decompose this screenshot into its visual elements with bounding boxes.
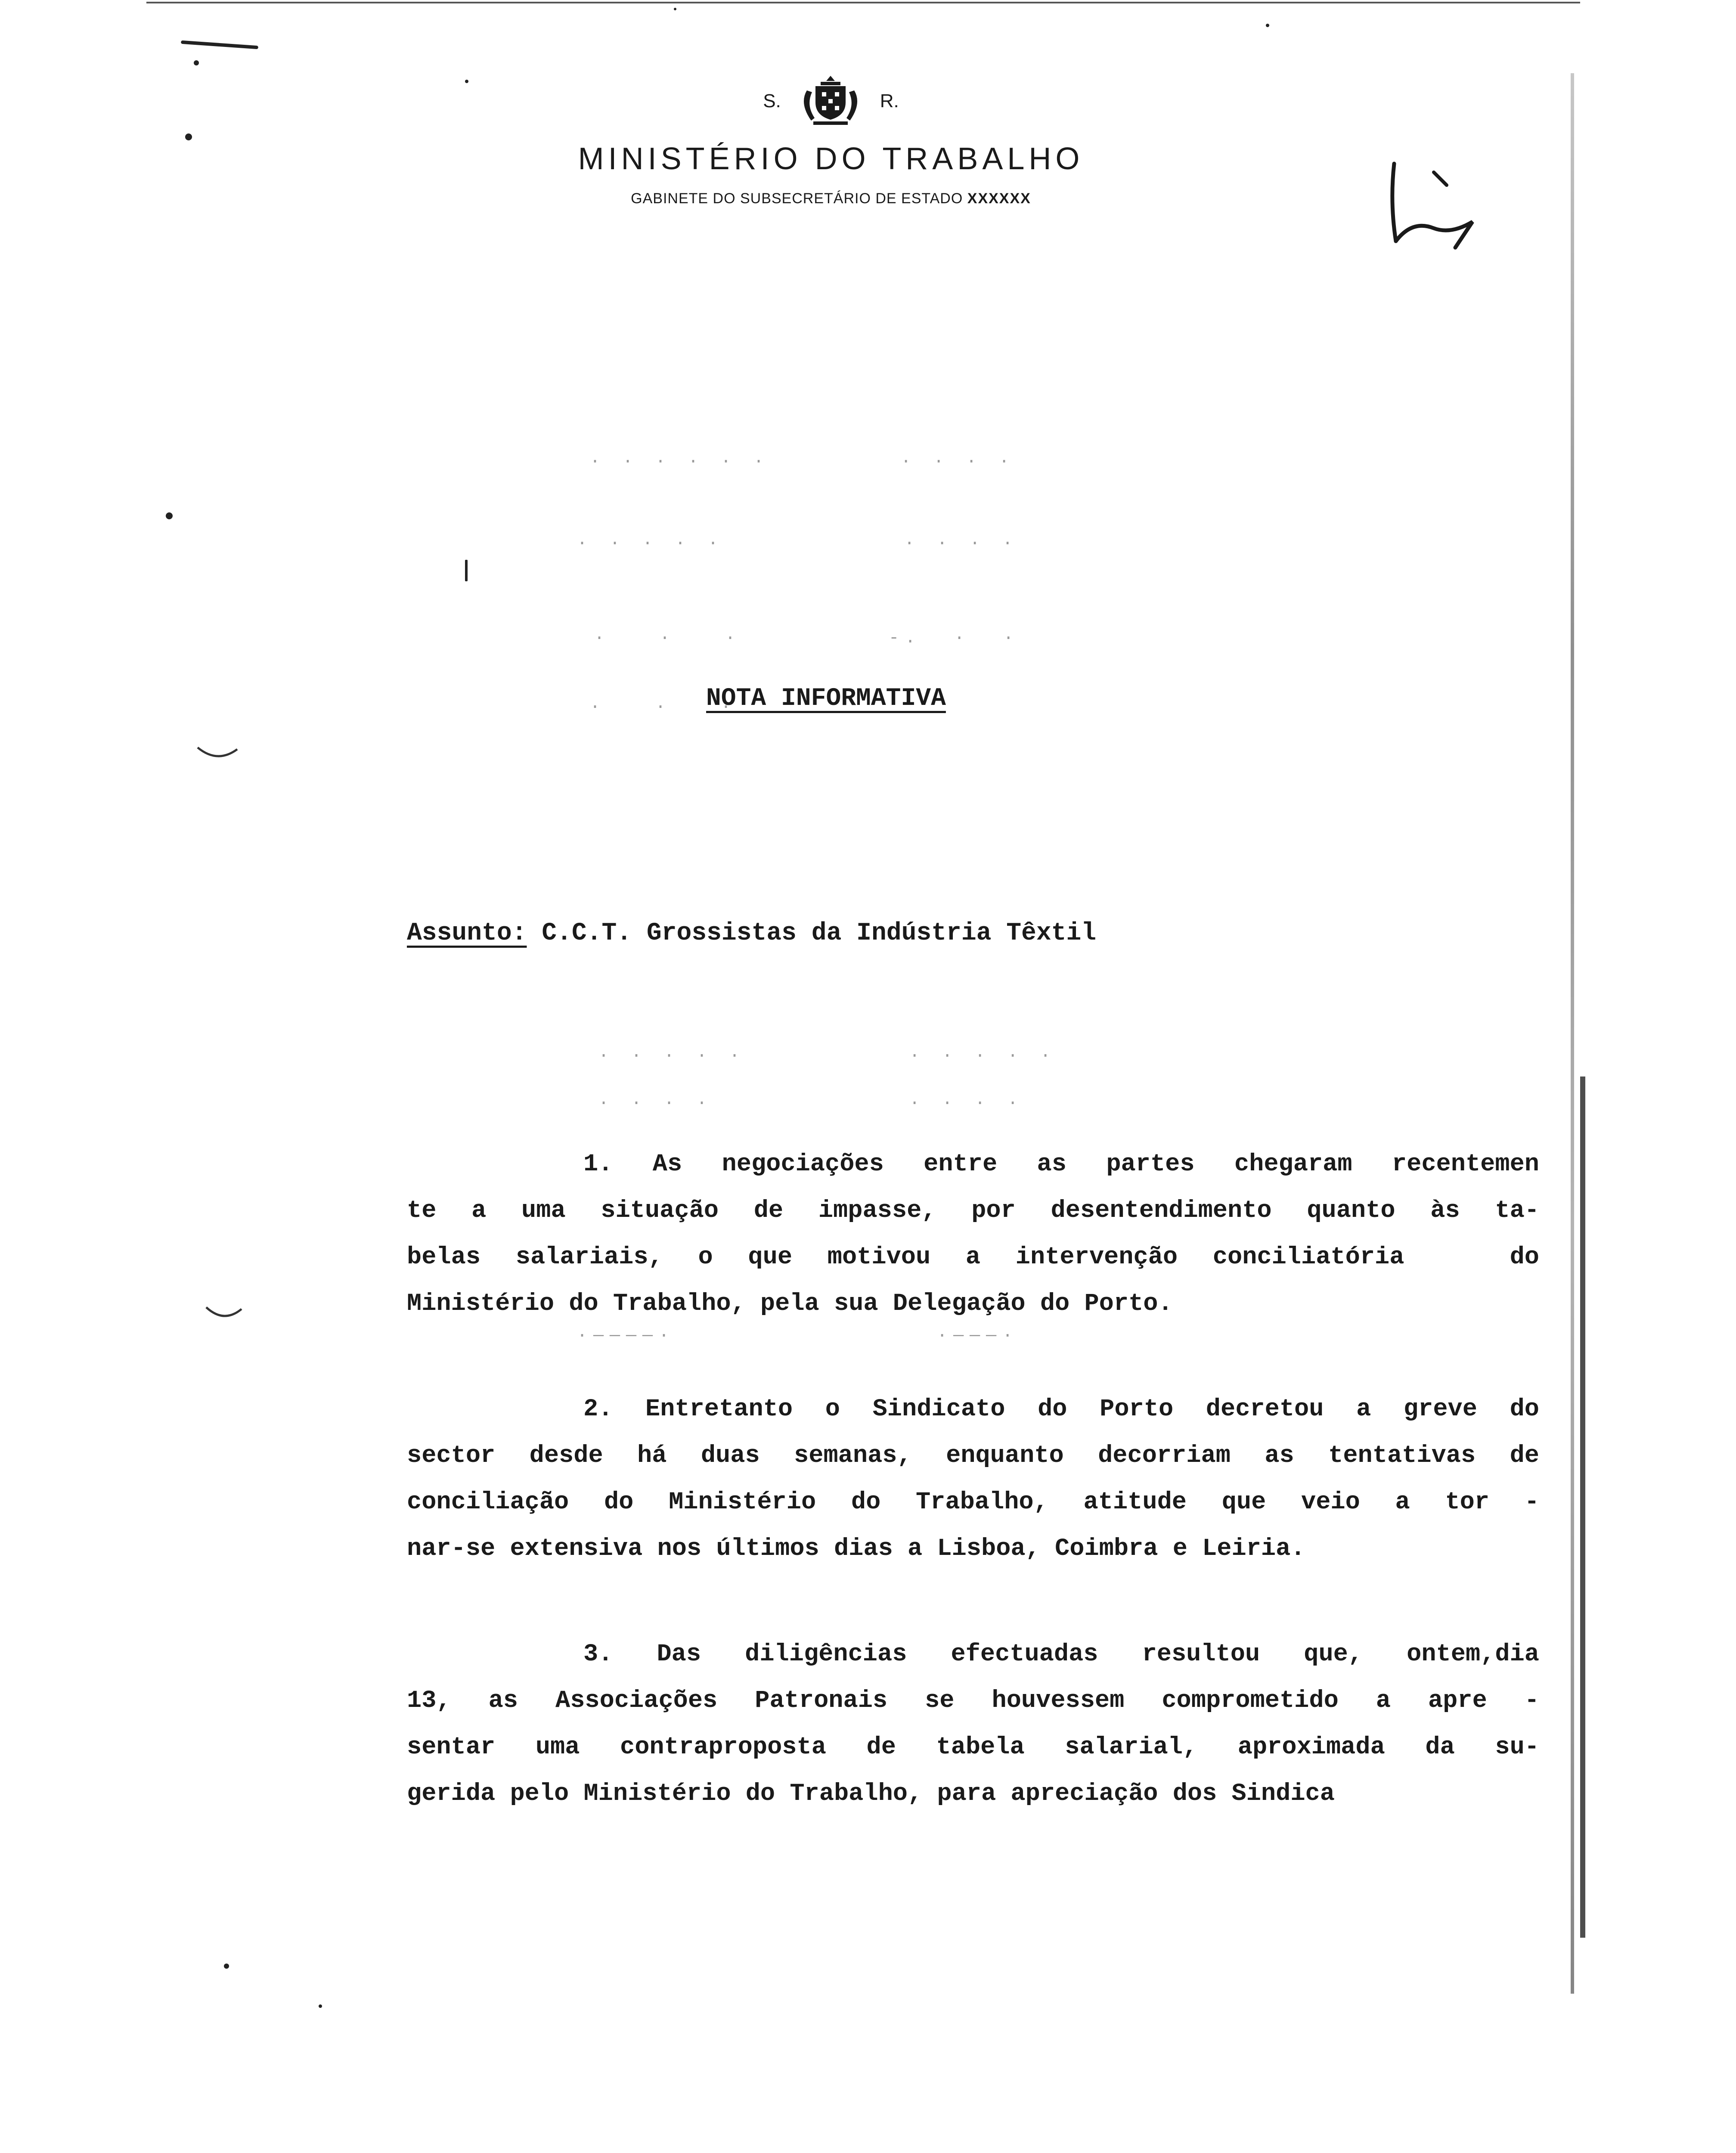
document-title: NOTA INFORMATIVA xyxy=(706,685,946,713)
paragraph-line: belas salariais, o que motivou a intervenção conciliatória do xyxy=(407,1244,1539,1271)
letterhead-left-initial: S. xyxy=(763,90,781,112)
ministry-name: MINISTÉRIO DO TRABALHO xyxy=(578,142,1084,176)
paragraph-line: Ministério do Trabalho, pela sua Delegação do Porto. xyxy=(407,1290,1173,1318)
right-page-edge-shadow-dark xyxy=(1580,1076,1585,1938)
subject-line xyxy=(407,919,1096,947)
paragraph-line: 13, as Associações Patronais se houvessem comprometido a apre - xyxy=(407,1687,1539,1715)
coat-of-arms-emblem-icon xyxy=(798,73,863,129)
cabinet-line xyxy=(474,190,1188,207)
paragraph-line: 1. As negociações entre as partes chegaram recentemen xyxy=(583,1151,1539,1178)
paragraph-line: nar-se extensiva nos últimos dias a Lisboa, Coimbra e Leiria. xyxy=(407,1535,1305,1563)
paragraph-1 xyxy=(407,1141,1539,1327)
cabinet-struck-text: XXXXXX xyxy=(967,190,1031,207)
paragraph-line: gerida pelo Ministério do Trabalho, para apreciação dos Sindica xyxy=(407,1780,1335,1808)
letterhead-initials-row xyxy=(474,73,1188,129)
subject-value: C.C.T. Grossistas da Indústria Têxtil xyxy=(527,919,1097,947)
paragraph-2 xyxy=(407,1386,1539,1572)
paragraph-line: 3. Das diligências efectuadas resultou que, ontem,dia xyxy=(583,1641,1539,1668)
right-page-edge-shadow xyxy=(1571,73,1574,1994)
paragraph-line: conciliação do Ministério do Trabalho, atitude que veio a tor - xyxy=(407,1489,1539,1516)
subject-label: Assunto: xyxy=(407,919,527,947)
paragraph-line: sentar uma contraproposta de tabela salarial, aproximada da su- xyxy=(407,1734,1539,1761)
paragraph-line: sector desde há duas semanas, enquanto decorriam as tentativas de xyxy=(407,1442,1539,1470)
document-body xyxy=(407,1141,1539,1876)
paragraph-line: te a uma situação de impasse, por desentendimento quanto às ta- xyxy=(407,1197,1539,1225)
letterhead-right-initial: R. xyxy=(880,90,899,112)
cabinet-name: GABINETE DO SUBSECRETÁRIO DE ESTADO xyxy=(631,190,963,207)
faint-stamp-traces: · · · · · · · · · · · · · · · · · · · · · · -. · · · · · · · · · · · · · · · · · · · · · · · ·————· ·———· xyxy=(577,452,1057,1346)
letterhead xyxy=(474,73,1188,207)
paragraph-line: 2. Entretanto o Sindicato do Porto decretou a greve do xyxy=(583,1396,1539,1423)
top-page-edge xyxy=(146,2,1580,3)
paragraph-3 xyxy=(407,1631,1539,1817)
handwritten-annotation-mark xyxy=(1386,155,1485,256)
